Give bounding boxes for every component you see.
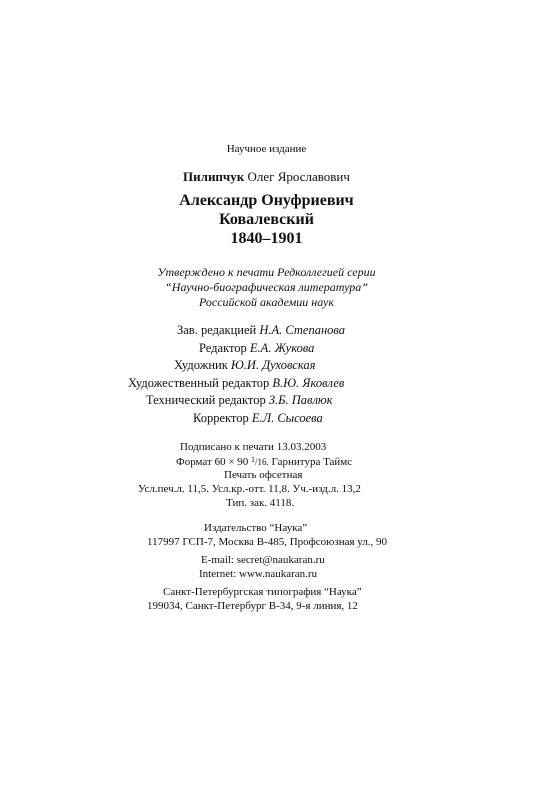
staff-role: Зав. редакцией: [177, 323, 257, 337]
format-prefix: Формат 60 × 90: [176, 456, 252, 468]
staff-role: Редактор: [199, 341, 247, 355]
staff-tech-editor: [146, 393, 333, 408]
approval-line-1: Утверждено к печати Редколлегией серии: [157, 265, 376, 279]
approval-line-3: Российской академии наук: [199, 295, 334, 309]
staff-person: В.Ю. Яковлев: [272, 376, 345, 390]
publisher-name: Издательство “Наука”: [204, 522, 308, 534]
staff-art-editor: [128, 376, 344, 391]
imprint-signed: Подписано к печати 13.03.2003: [180, 441, 327, 453]
format-sup: 1: [251, 455, 256, 464]
publisher-internet: Internet: www.naukaran.ru: [199, 568, 318, 580]
author-line: [0, 169, 533, 185]
staff-person: Е.Л. Сысоева: [251, 411, 323, 425]
staff-role: Корректор: [193, 411, 249, 425]
subject-years: 1840–1901: [230, 230, 303, 247]
imprint-print: Печать офсетная: [224, 469, 303, 481]
imprint-circulation: Тип. зак. 4118.: [226, 497, 295, 509]
staff-editor: [199, 341, 314, 356]
format-suffix: Гарнитура Таймс: [268, 456, 353, 468]
staff-person: Ю.И. Духовская: [230, 358, 316, 372]
publisher-email: E-mail: secret@naukaran.ru: [201, 554, 325, 566]
printer-address: 199034, Санкт-Петербург В-34, 9-я линия, 12: [147, 600, 358, 612]
author-name: Олег Ярославович: [247, 169, 350, 184]
staff-role: Художник: [174, 358, 228, 372]
staff-editor-in-chief: [177, 323, 345, 338]
edition-type: Научное издание: [226, 143, 307, 155]
staff-person: Е.А. Жукова: [249, 341, 315, 355]
imprint-sheets: Усл.печ.л. 11,5. Усл.кр.-отт. 11,8. Уч.-изд.л. 13,2: [138, 483, 361, 495]
staff-role: Художественный редактор: [128, 376, 270, 390]
format-sub: /16.: [255, 457, 269, 467]
staff-artist: [174, 358, 315, 373]
author-surname: Пилипчук: [183, 169, 245, 184]
imprint-format: [176, 455, 352, 468]
subject-name-line2: Ковалевский: [219, 211, 314, 228]
approval-line-2: “Научно-биографическая литература”: [165, 280, 368, 294]
subject-name-line1: Александр Онуфриевич: [179, 192, 354, 209]
printer-name: Санкт-Петербургская типография “Наука”: [163, 586, 362, 598]
staff-person: Н.А. Степанова: [259, 323, 345, 337]
staff-person: З.Б. Павлюк: [268, 393, 333, 407]
staff-proofreader: [193, 411, 323, 426]
staff-role: Технический редактор: [146, 393, 266, 407]
publisher-address: 117997 ГСП-7, Москва В-485, Профсоюзная ул., 90: [147, 536, 388, 548]
